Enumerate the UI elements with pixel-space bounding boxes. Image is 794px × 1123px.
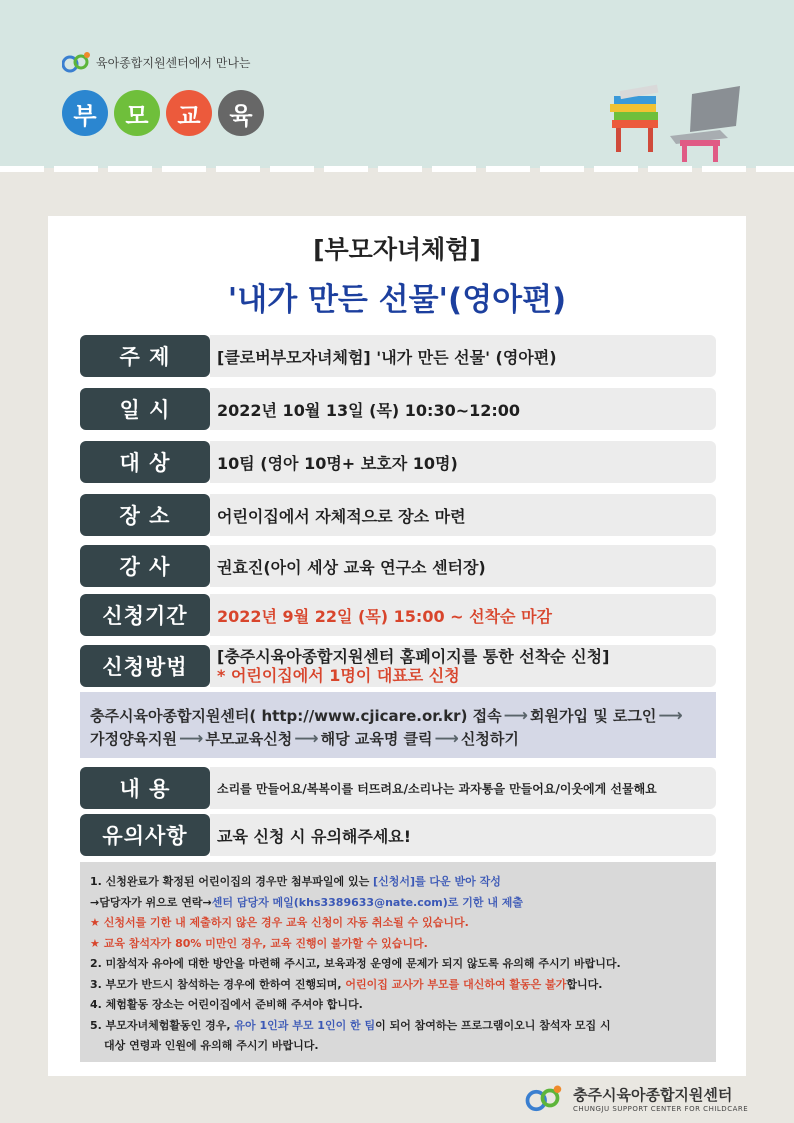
- row-label: 신청방법: [80, 645, 210, 687]
- arrow-right-icon: ⟶: [434, 729, 459, 749]
- info-row-lecturer: [80, 545, 716, 587]
- info-row-content: [80, 767, 716, 809]
- title-circles: [62, 90, 264, 136]
- note-5: 5. 부모자녀체험활동인 경우, 유아 1인과 부모 1인이 한 팀이 되어 참여하는 프로그램이오니 참석자 모집 시: [90, 1018, 611, 1032]
- row-label: 일 시: [80, 388, 210, 430]
- apply-step-1: 충주시육아종합지원센터( http://www.cjicare.or.kr) 접속: [90, 707, 502, 725]
- note-2: 2. 미참석자 유아에 대한 방안을 마련해 주시고, 보육과정 운영에 문제가 되지 않도록 유의해 주시기 바랍니다.: [90, 957, 621, 970]
- title-circle-2: 모: [114, 90, 160, 136]
- books-and-laptop-illustration: [600, 84, 750, 164]
- info-row-place: [80, 494, 716, 536]
- row-value: [클로버부모자녀체험] '내가 만든 선물' (영아편): [210, 335, 716, 377]
- apply-step-2: 회원가입 및 로그인: [530, 707, 657, 725]
- note-star-1: ★ 신청서를 기한 내 제출하지 않은 경우 교육 신청이 자동 취소될 수 있습니다.: [90, 916, 469, 929]
- dashed-divider: [0, 166, 794, 172]
- arrow-right-icon: ⟶: [294, 729, 319, 749]
- row-value: 교육 신청 시 유의해주세요!: [210, 814, 716, 856]
- footer-name: 충주시육아종합지원센터: [573, 1085, 733, 1104]
- info-row-target: [80, 441, 716, 483]
- row-label: 강 사: [80, 545, 210, 587]
- footer-english: CHUNGJU SUPPORT CENTER FOR CHILDCARE: [573, 1104, 749, 1113]
- apply-step-4: 부모교육신청: [205, 730, 293, 748]
- arrow-right-icon: ⟶: [178, 729, 204, 749]
- apply-step-6: 신청하기: [460, 730, 519, 748]
- note-3: 3. 부모가 반드시 참석하는 경우에 한하여 진행되며, 어린이집 교사가 부모를 대신하여 활동은 불가합니다.: [90, 977, 603, 991]
- row-label: 주 제: [80, 335, 210, 377]
- row-label: 대 상: [80, 441, 210, 483]
- row-value: 2022년 10월 13일 (목) 10:30~12:00: [210, 388, 716, 430]
- row-label: 장 소: [80, 494, 210, 536]
- info-row-notice: [80, 814, 716, 856]
- row-value: [210, 645, 716, 687]
- note-4: 4. 체험활동 장소는 어린이집에서 준비해 주셔야 합니다.: [90, 998, 363, 1011]
- note-star-2: ★ 교육 참석자가 80% 미만인 경우, 교육 진행이 불가할 수 있습니다.: [90, 936, 428, 950]
- note-5-cont: 대상 연령과 인원에 유의해 주시기 바랍니다.: [104, 1039, 319, 1052]
- row-value: 10팀 (영아 10명+ 보호자 10명): [210, 441, 716, 483]
- arrow-right-icon: ⟶: [503, 706, 529, 726]
- row-value: 소리를 만들어요/복복이를 터뜨려요/소리나는 과자통을 만들어요/이웃에게 선물해요: [210, 767, 716, 809]
- arrow-right-icon: ⟶: [658, 706, 683, 726]
- so-logo-icon: [523, 1083, 567, 1113]
- row-value: 2022년 9월 22일 (목) 15:00 ~ 선착순 마감: [210, 594, 716, 636]
- apply-steps: [80, 692, 716, 758]
- title-circle-1: 부: [62, 90, 108, 136]
- poster-card: [48, 216, 746, 1076]
- poster-title: '내가 만든 선물'(영아편): [227, 282, 567, 318]
- title-circle-3: 교: [166, 90, 212, 136]
- info-row-topic: [80, 335, 716, 377]
- row-value: 권효진(아이 세상 교육 연구소 센터장): [210, 545, 716, 587]
- header-logo: [62, 50, 251, 74]
- apply-step-3: 가정양육지원: [90, 730, 177, 748]
- apply-step-5: 해당 교육명 클릭: [320, 730, 433, 748]
- info-row-date: [80, 388, 716, 430]
- row-label: 내 용: [80, 767, 210, 809]
- so-logo-icon: [62, 50, 92, 74]
- method-line-1: [충주시육아종합지원센터 홈페이지를 통한 선착순 신청]: [217, 647, 610, 666]
- row-value: 어린이집에서 자체적으로 장소 마련: [210, 494, 716, 536]
- header-subtitle: 육아종합지원센터에서 만나는: [96, 55, 251, 70]
- note-1: 1. 신청완료가 확정된 어린이집의 경우만 첨부파일에 있는 [신청서]를 다운 받아 작성: [90, 875, 501, 888]
- info-row-method: [80, 645, 716, 687]
- row-label: 유의사항: [80, 814, 210, 856]
- note-1-cont: →담당자가 위으로 연락→센터 담당자 메일(khs3389633@nate.com)로 기한 내 제출: [90, 895, 524, 909]
- footer-logo: [523, 1083, 748, 1113]
- row-label: 신청기간: [80, 594, 210, 636]
- title-circle-4: 육: [218, 90, 264, 136]
- info-row-period: [80, 594, 716, 636]
- method-line-2: * 어린이집에서 1명이 대표로 신청: [217, 666, 460, 685]
- notes-box: [80, 862, 716, 1062]
- poster-subtitle: [부모자녀체험]: [313, 235, 481, 264]
